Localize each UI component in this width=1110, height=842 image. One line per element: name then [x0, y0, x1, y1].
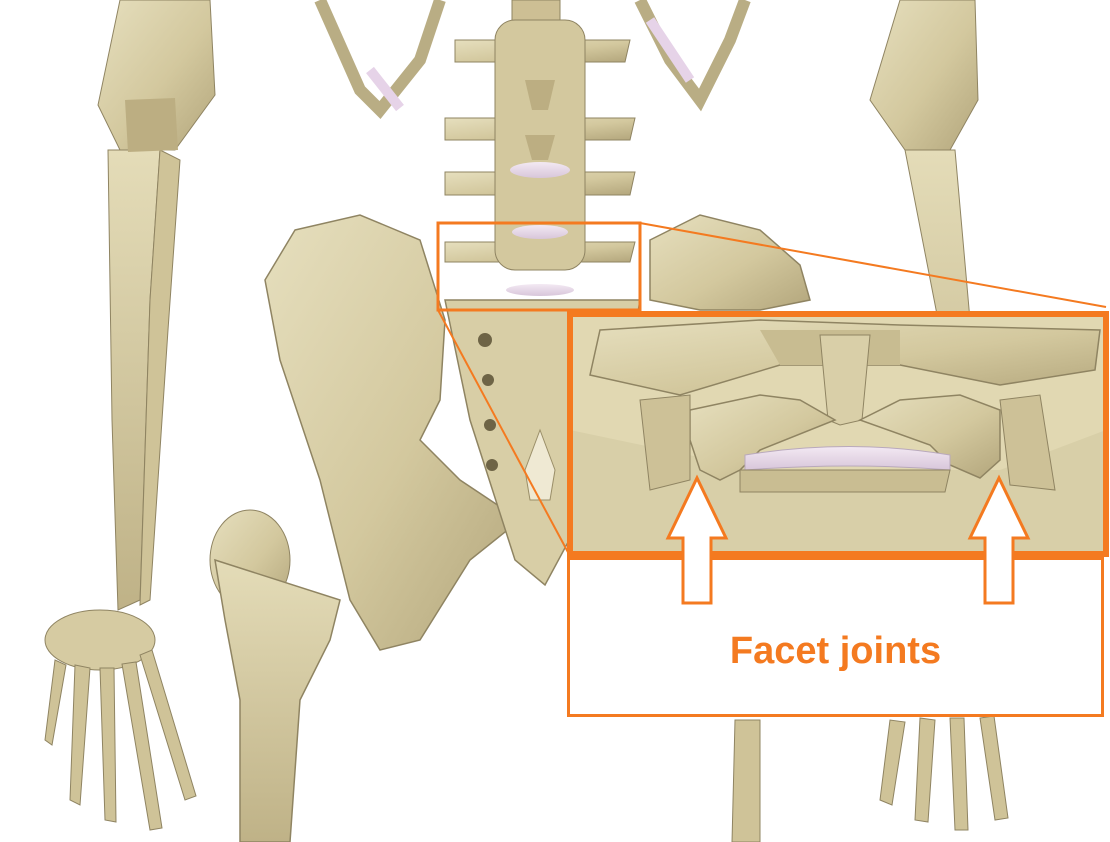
- left-forearm: [98, 0, 215, 610]
- left-hand: [45, 610, 196, 830]
- zoom-inset: [570, 314, 1106, 554]
- left-femur: [210, 510, 340, 842]
- lumbar-spine: [445, 0, 635, 296]
- callout-label: Facet joints: [729, 630, 942, 672]
- right-hand: [880, 716, 1008, 830]
- callout-label-box: [567, 557, 1104, 717]
- right-femur-edge: [732, 720, 760, 842]
